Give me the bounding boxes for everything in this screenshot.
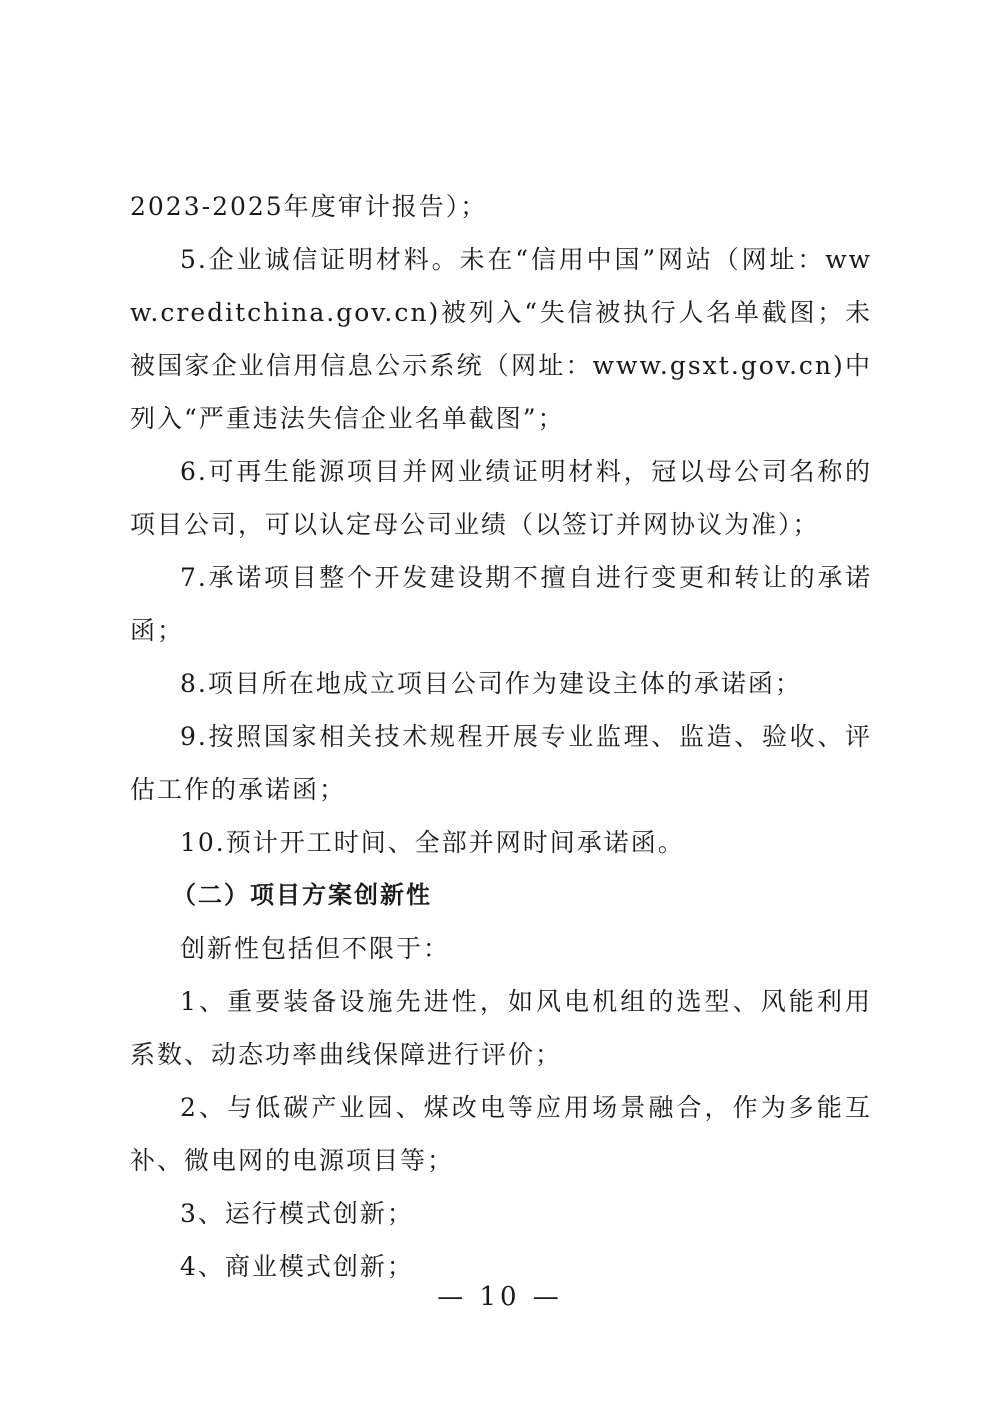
paragraph-item-5: 5.企业诚信证明材料。未在“信用中国”网站（网址：www.creditchina.gov.cn)被列入“失信被执行人名单截图；未被国家企业信用信息公示系统（网址：www.gsxt.gov.cn)中列入“严重违法失信企业名单截图”； [130,245,872,433]
paragraph-item-6: 6.可再生能源项目并网业绩证明材料，冠以母公司名称的项目公司，可以认定母公司业绩（以签订并网协议为准）； [130,457,872,539]
page-number: — 10 — [437,1282,563,1312]
innovation-item-2: 2、与低碳产业园、煤改电等应用场景融合，作为多能互补、微电网的电源项目等； [130,1093,872,1175]
innovation-item-1: 1、重要装备设施先进性，如风电机组的选型、风能利用系数、动态功率曲线保障进行评价； [130,987,872,1069]
innovation-item-3: 3、运行模式创新； [180,1199,414,1228]
paragraph-item-7: 7.承诺项目整个开发建设期不擅自进行变更和转让的承诺函； [130,563,872,645]
innovation-item-4: 4、商业模式创新； [180,1252,414,1281]
paragraph-item-8: 8.项目所在地成立项目公司作为建设主体的承诺函； [180,669,802,698]
innovation-intro: 创新性包括但不限于： [180,934,451,963]
section-heading: （二）项目方案创新性 [172,881,432,909]
paragraph-audit-report: 2023-2025年度审计报告）； [130,192,488,221]
paragraph-item-9: 9.按照国家相关技术规程开展专业监理、监造、验收、评估工作的承诺函； [130,722,872,804]
paragraph-item-10: 10.预计开工时间、全部并网时间承诺函。 [180,828,685,857]
